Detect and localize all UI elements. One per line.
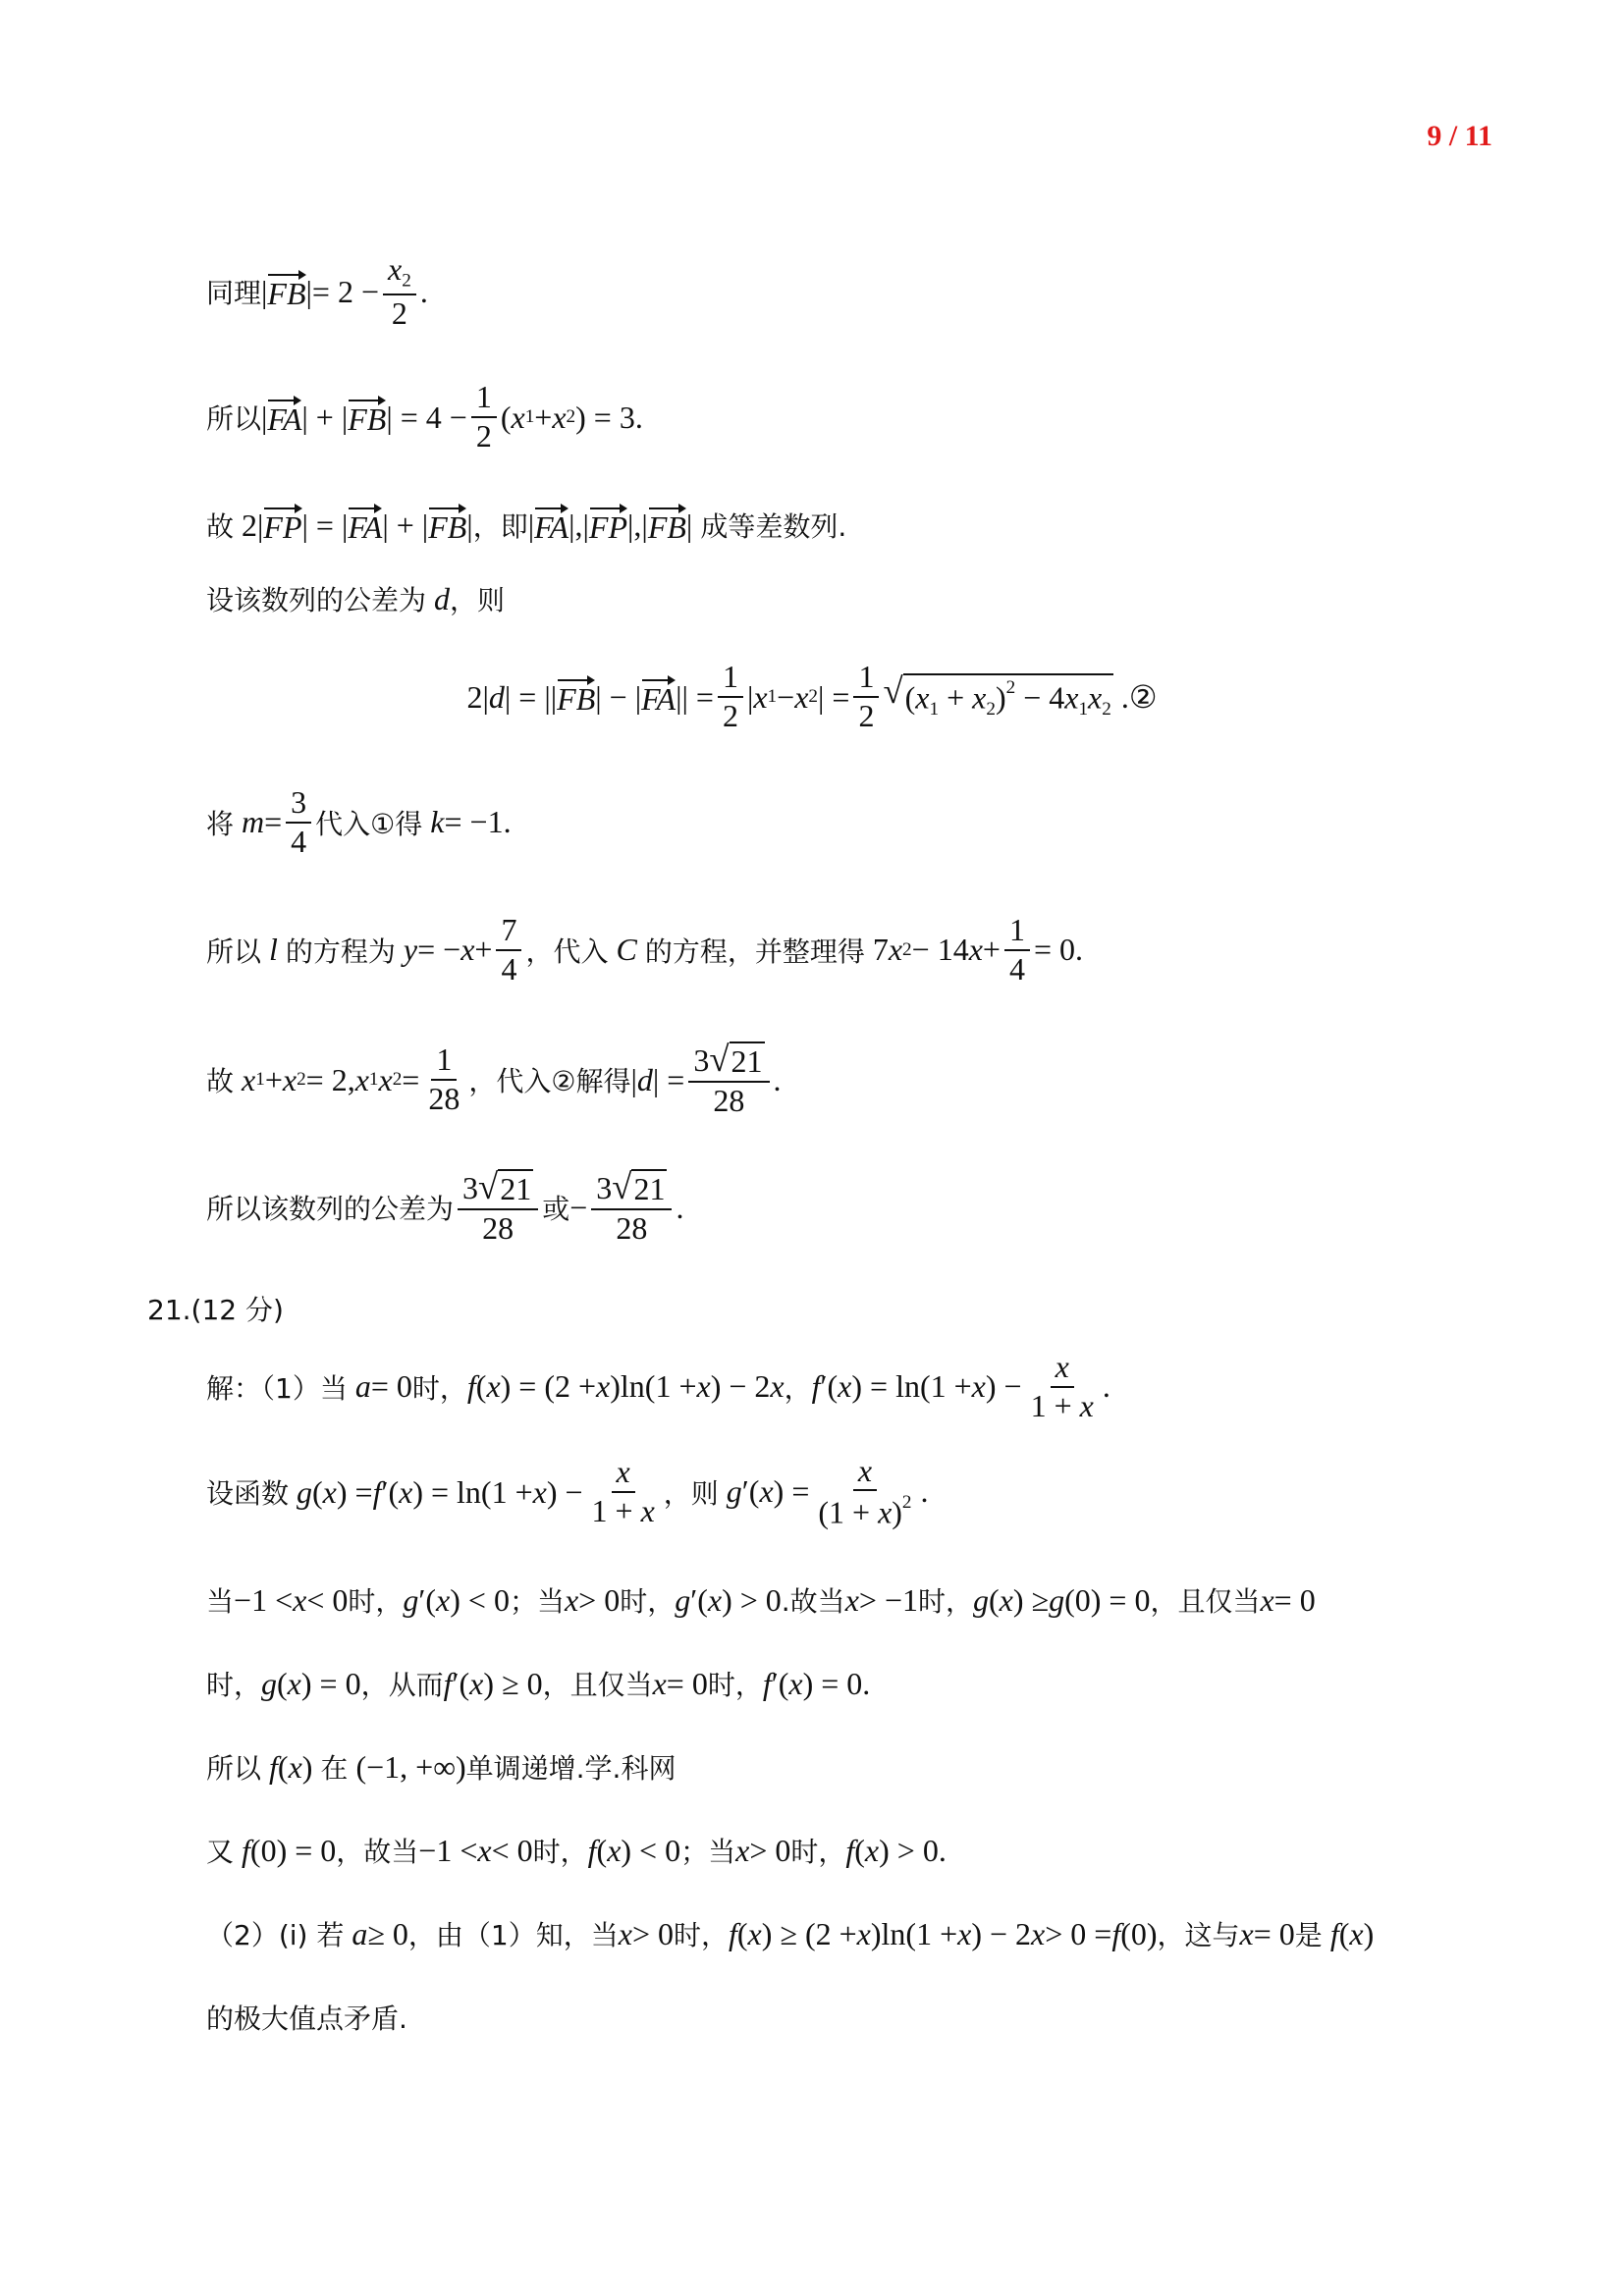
text: 解：（1）当: [206, 1371, 348, 1405]
page-number: 9 / 11: [1427, 120, 1492, 152]
text: 时，: [707, 1669, 763, 1701]
text: 在: [320, 1752, 349, 1785]
line-f-increasing: 所以 f ( x ) 在 (−1, +∞) 单调递增.学.科网: [206, 1748, 677, 1785]
fraction: $\frac{1}{28}$: [428, 1041, 460, 1116]
fraction: $\frac{1}{2}$: [853, 661, 879, 732]
text: 设该数列的公差为: [206, 584, 427, 616]
line-fb-magnitude: 同理 | FB |= 2 − $\frac{x_2}{2}$ .: [206, 250, 428, 331]
text: ，由（1）知，当: [407, 1919, 619, 1951]
question-number: 21.(12 分): [147, 1293, 284, 1326]
line-contradiction: [206, 1993, 1496, 2042]
equation-2: 2| d | = || FB | − | FA || = $\frac{1}{2}$ | x 1 − x 2 | = $\frac{1}{2}$ √ $(x_1 + x_2)^2 - 4x_1x_2$ .②: [466, 659, 1158, 733]
text: 的极大值点矛盾.: [206, 2002, 407, 2035]
text: 又: [206, 1836, 235, 1868]
line-monotonicity-g: 当 −1 < x < 0 时， g ′( x ) < 0 ；当 x > 0 时， g ′( x ) > 0 .故当 x > −1 时， g ( x ) ≥ g (0) = 0 ，且仅当 x = 0: [206, 1581, 1316, 1618]
text: 设函数: [206, 1477, 290, 1510]
text: 同理: [206, 277, 262, 309]
fraction: 3 √ 21 28: [591, 1169, 672, 1245]
text: ，这与: [1157, 1919, 1240, 1951]
text: 时，: [348, 1585, 404, 1618]
fraction: 3 √ 21 28: [458, 1169, 538, 1245]
fraction: $\frac{x}{1 + x}$: [591, 1454, 655, 1528]
line-solution-part1: 解：（1）当 a = 0 时， f ( x ) = (2 + x )ln(1 + x ) − 2 x ， f ′( x ) = ln(1 + x ) − $\frac{x}{1 + x}$ .: [206, 1348, 1110, 1423]
text: 时，: [673, 1919, 729, 1951]
text: 时，: [917, 1585, 973, 1618]
text: （2）(i) 若: [206, 1919, 345, 1951]
fraction: $\frac{7}{4}$: [496, 914, 521, 986]
line-f-sign: 又 f (0) = 0 ，故当 −1 < x < 0 时， f ( x ) < 0 ；当 x > 0 时， f ( x ) > 0.: [206, 1832, 947, 1868]
text: 的方程为: [285, 934, 396, 968]
line-define-g: 设函数 g ( x ) = f ′( x ) = ln(1 + x ) − $\frac{x}{1 + x}$ ，则 g ′( x ) = $\frac{x}{(1 + x)^2}$ .: [206, 1452, 929, 1530]
text: 将: [206, 807, 235, 840]
fraction: 3 √ 21 28: [688, 1041, 769, 1117]
line-common-difference-answer: 所以该数列的公差为 3 √ 21 28 或 − 3 √ 21 28 .: [206, 1166, 684, 1246]
line-solve-d: 故 x 1 + x 2 = 2, x 1 x 2 = $\frac{1}{28}$ ，代入②解得 | d | = 3 √ 21 28 .: [206, 1039, 782, 1118]
text: ，则: [663, 1477, 719, 1510]
text: ，则: [450, 584, 506, 616]
line-part2-case-i: （2）(i) 若 a ≥ 0 ，由（1）知，当 x > 0 时， f ( x ) ≥ (2 + x )ln(1 + x ) − 2 x > 0 = f (0) ，这与 x = 0 是 f ( x ): [206, 1915, 1375, 1951]
text: 所以该数列的公差为: [206, 1193, 455, 1225]
text: 所以: [206, 1752, 262, 1785]
line-fprime-nonnegative: 时， g ( x ) = 0 ，从而 f ′( x ) ≥ 0 ，且仅当 x = 0 时， f ′( x ) = 0.: [206, 1665, 871, 1701]
text: ；当: [680, 1836, 736, 1868]
text: 或: [542, 1193, 570, 1225]
fraction: $\frac{x}{1 + x}$: [1030, 1348, 1094, 1423]
text: ，代入: [525, 934, 609, 968]
text: ，即: [472, 510, 528, 543]
fraction: $\frac{1}{2}$: [718, 661, 743, 732]
text: ，且仅当: [1150, 1585, 1261, 1618]
text: 时，: [206, 1669, 262, 1701]
text: 的方程，并整理得: [644, 934, 865, 968]
line-arithmetic-sequence: 故 2| FP | = | FA | + | FB | ，即 | FA |,| FP |,| FB | 成等差数列.: [206, 507, 847, 545]
fraction: $\frac{1}{4}$: [1004, 914, 1030, 986]
line-line-equation: 所以 l 的方程为 y = − x + $\frac{7}{4}$ ，代入 C 的方程，并整理得 7 x 2 − 14 x + $\frac{1}{4}$ = 0.: [206, 911, 1083, 987]
sqrt: √ $(x_1 + x_2)^2 - 4x_1x_2$: [883, 669, 1111, 721]
fraction: $\frac{x}{(1 + x)^2}$: [818, 1452, 912, 1530]
fraction: $\frac{3}{4}$: [286, 786, 311, 858]
line-fa-plus-fb: 所以 | FA | + | FB | = 4 − $\frac{1}{2}$ ( x 1 + x 2 ) = 3.: [206, 379, 643, 454]
text: 所以: [206, 934, 262, 968]
text: 所以: [206, 402, 262, 435]
text: ，代入②解得: [468, 1065, 631, 1097]
text: .故当: [781, 1585, 845, 1618]
text: 单调递增.学.科网: [465, 1752, 677, 1785]
text: 是: [1294, 1919, 1323, 1951]
text: ，从而: [360, 1669, 444, 1701]
text: 时，: [411, 1371, 467, 1405]
text: ；当: [509, 1585, 565, 1618]
text: 时，: [532, 1836, 588, 1868]
fraction: $\frac{1}{2}$: [471, 381, 497, 453]
text: 当: [206, 1585, 235, 1618]
text: 故: [206, 510, 235, 543]
text: 成等差数列.: [700, 510, 847, 543]
question-21-header: [147, 1286, 1496, 1330]
text: 代入①得: [315, 807, 423, 840]
text: 时，: [790, 1836, 846, 1868]
fraction: $\frac{x_2}{2}$: [383, 253, 416, 330]
text: 时，: [620, 1585, 676, 1618]
text: ，且仅当: [542, 1669, 653, 1701]
text: ，故当: [336, 1836, 419, 1868]
line-common-difference: 设该数列的公差为 d ，则: [206, 580, 506, 616]
line-substitute-m: 将 m = $\frac{3}{4}$ 代入①得 k = −1.: [206, 783, 512, 859]
text: 故: [206, 1065, 235, 1097]
